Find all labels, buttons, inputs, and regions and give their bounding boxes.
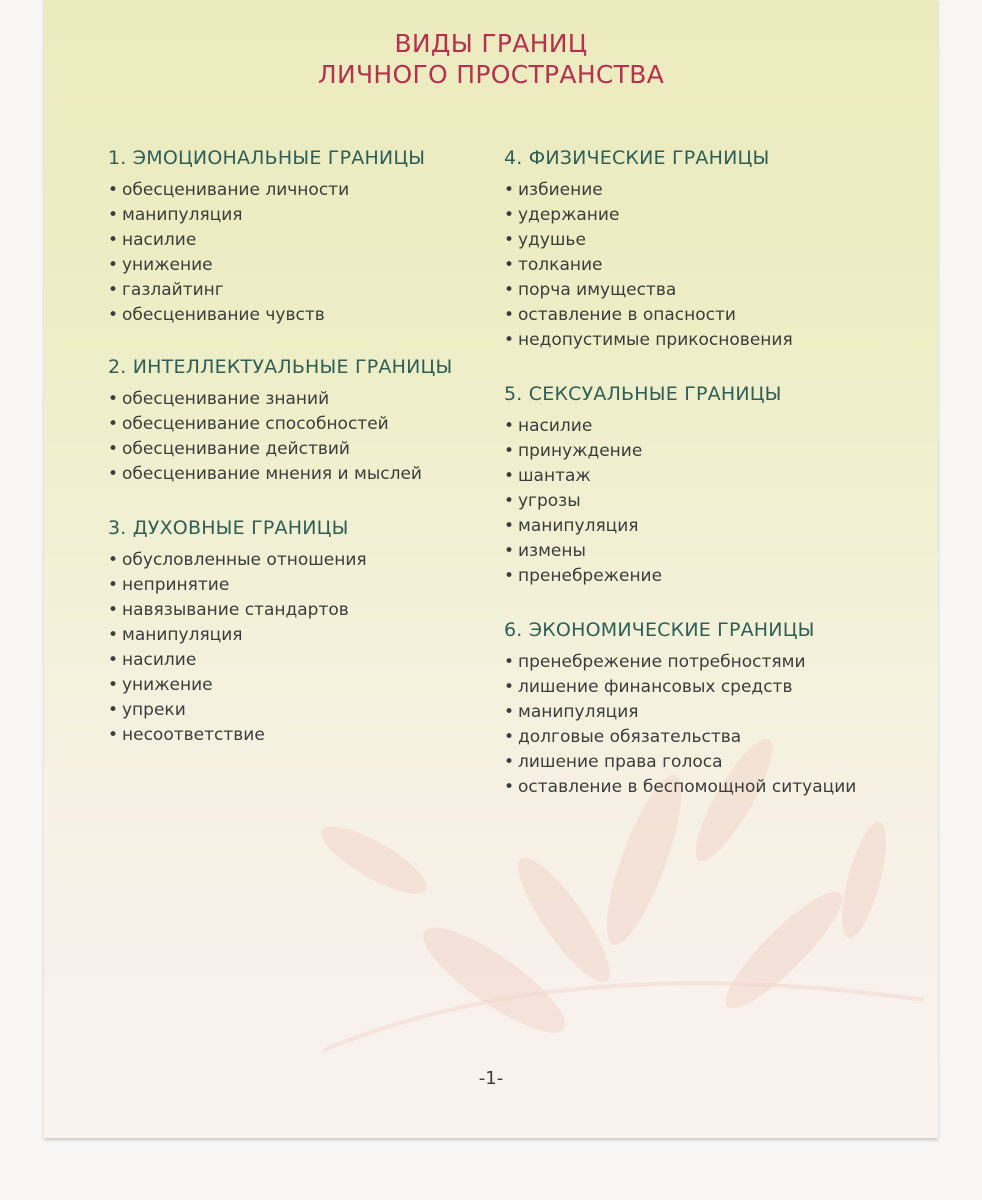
list-item: • лишение права голоса [504, 752, 723, 772]
list-item: • пренебрежение [504, 566, 663, 586]
list-item: • удержание [504, 205, 620, 225]
list-item: • унижение [108, 675, 213, 695]
item-list [108, 548, 452, 748]
list-item: • принуждение [504, 441, 643, 461]
page-number: -1- [478, 1068, 504, 1089]
list-item: • обесценивание мнения и мыслей [108, 464, 422, 484]
page-title [44, 28, 938, 90]
list-item: • пренебрежение потребностями [504, 652, 806, 672]
list-item: • насилие [504, 416, 593, 436]
list-item: • шантаж [504, 466, 591, 486]
list-item: • угрозы [504, 491, 581, 511]
list-item: • долговые обязательства [504, 727, 742, 747]
list-item: • обесценивание личности [108, 180, 350, 200]
list-item: • обесценивание способностей [108, 414, 389, 434]
list-item: • манипуляция [504, 516, 639, 536]
section-heading: 5. СЕКСУАЛЬНЫЕ ГРАНИЦЫ [504, 383, 782, 405]
list-item: • избиение [504, 180, 603, 200]
section-intellectual [108, 355, 452, 487]
item-list [504, 414, 856, 589]
section-emotional [108, 146, 452, 328]
list-item: • измены [504, 541, 586, 561]
list-item: • упреки [108, 700, 186, 720]
list-item: • газлайтинг [108, 280, 224, 300]
list-item: • лишение финансовых средств [504, 677, 793, 697]
list-item: • оставление в беспомощной ситуации [504, 777, 857, 797]
list-item: • унижение [108, 255, 213, 275]
title-line-1: ВИДЫ ГРАНИЦ [394, 29, 588, 58]
document-page [44, 0, 938, 1138]
section-physical [504, 146, 856, 353]
right-column [504, 146, 856, 800]
section-sexual [504, 382, 856, 589]
section-heading: 4. ФИЗИЧЕСКИЕ ГРАНИЦЫ [504, 147, 770, 169]
list-item: • манипуляция [108, 205, 243, 225]
section-heading: 1. ЭМОЦИОНАЛЬНЫЕ ГРАНИЦЫ [108, 147, 426, 169]
list-item: • обесценивание чувств [108, 305, 325, 325]
list-item: • навязывание стандартов [108, 600, 349, 620]
item-list [108, 387, 452, 487]
list-item: • насилие [108, 230, 197, 250]
list-item: • порча имущества [504, 280, 677, 300]
section-heading: 2. ИНТЕЛЛЕКТУАЛЬНЫЕ ГРАНИЦЫ [108, 356, 453, 378]
section-spiritual [108, 516, 452, 748]
list-item: • несоответствие [108, 725, 265, 745]
list-item: • манипуляция [504, 702, 639, 722]
section-heading: 6. ЭКОНОМИЧЕСКИЕ ГРАНИЦЫ [504, 619, 815, 641]
list-item: • манипуляция [108, 625, 243, 645]
list-item: • толкание [504, 255, 603, 275]
list-item: • обесценивание действий [108, 439, 350, 459]
list-item: • насилие [108, 650, 197, 670]
item-list [504, 650, 856, 800]
list-item: • непринятие [108, 575, 230, 595]
list-item: • недопустимые прикосновения [504, 330, 793, 350]
title-line-2: ЛИЧНОГО ПРОСТРАНСТВА [317, 60, 665, 89]
list-item: • обусловленные отношения [108, 550, 367, 570]
item-list [504, 178, 856, 353]
section-economic [504, 618, 856, 800]
list-item: • оставление в опасности [504, 305, 736, 325]
item-list [108, 178, 452, 328]
list-item: • обесценивание знаний [108, 389, 330, 409]
list-item: • удушье [504, 230, 586, 250]
left-column [108, 146, 452, 748]
section-heading: 3. ДУХОВНЫЕ ГРАНИЦЫ [108, 517, 349, 539]
